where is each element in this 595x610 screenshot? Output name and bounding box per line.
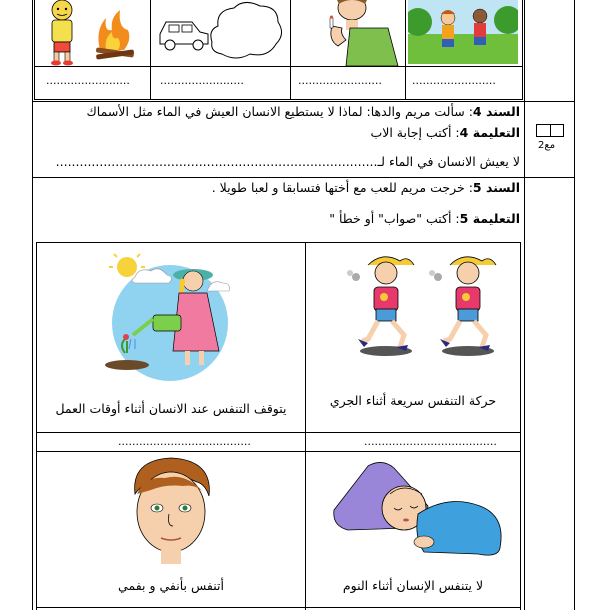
card-answer-dots-right[interactable]: ......................................: [364, 435, 497, 448]
running-kids-image: [346, 251, 506, 363]
sanad4-text: : سألت مريم والدها: لماذا لا يستطيع الانسان العيش في الماء مثل الأسماك: [86, 104, 473, 119]
sanad5-text: : خرجت مريم للعب مع أختها فتسابقا و لعبا طويلا .: [211, 180, 473, 195]
boy-smoking-image: [302, 0, 412, 66]
running-kids-card: [306, 243, 520, 432]
sanad5-label: السند 5: [472, 180, 520, 195]
section5-sanad: [36, 180, 520, 195]
boy-face-image: [121, 454, 221, 564]
boy-face-caption: أتنفس بأنفي و بفمي: [118, 578, 224, 593]
section5-instruction: [36, 211, 520, 226]
sleeping-child-caption: لا يتنفس الإنسان أثناء النوم: [342, 578, 484, 593]
instruction4-text: : أكتب إجابة الاب: [370, 125, 460, 140]
criterion-box: [536, 124, 564, 137]
section4-answer-line[interactable]: لا يعيش الانسان في الماء لـ.................................................................................: [55, 154, 520, 169]
running-kids-caption: حركة التنفس سريعة أثناء الجري: [329, 393, 497, 408]
instruction5-label: التعليمة 5: [459, 211, 520, 226]
watering-girl-image: [95, 253, 245, 383]
criterion-label: مع2: [538, 140, 556, 151]
car-smoke-image: [156, 0, 286, 66]
answer-dots-1[interactable]: ........................: [46, 74, 130, 87]
answer-dots-3[interactable]: ........................: [298, 74, 382, 87]
section4-instruction: [36, 125, 520, 140]
kids-playing-image: [408, 0, 518, 64]
watering-girl-card: [37, 243, 305, 432]
instruction4-label: التعليمة 4: [459, 125, 520, 140]
answer-dots-2[interactable]: ........................: [160, 74, 244, 87]
watering-girl-caption: يتوقف التنفس عند الانسان أثناء أوقات العمل: [55, 401, 287, 416]
boy-fire-image: [40, 0, 150, 66]
section4-sanad: [36, 104, 520, 119]
sleeping-child-card: [306, 452, 520, 607]
answer-dots-4[interactable]: ........................: [412, 74, 496, 87]
sleeping-child-image: [328, 454, 506, 558]
instruction5-text: : أكتب "صواب" أو خطأ ": [329, 211, 460, 226]
boy-face-card: [37, 452, 305, 607]
card-answer-dots-left[interactable]: ......................................: [118, 435, 251, 448]
sanad4-label: السند 4: [472, 104, 520, 119]
